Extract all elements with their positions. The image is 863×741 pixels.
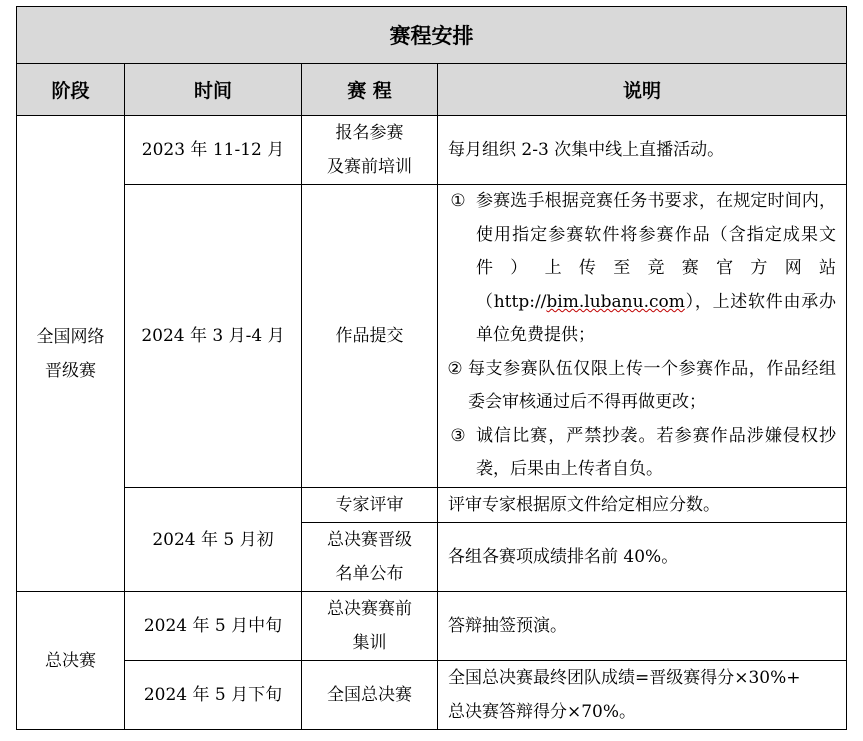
- time-cell: 2024 年 5 月下旬: [125, 661, 302, 730]
- description-cell: [438, 185, 847, 488]
- list-item: ① 参赛选手根据竞赛任务书要求，在规定时间内，使用指定参赛软件将参赛作品（含指定成果文件）上传至竞赛官方网站（http://bim.lubanu.com），上述软件由承办单位免费提供；: [444, 185, 836, 353]
- description-cell: 答辩抽签预演。: [438, 592, 847, 661]
- event-cell: 报名参赛 及赛前培训: [302, 116, 438, 185]
- website-link-text: bim.lubanu.com: [546, 291, 685, 312]
- list-item: ② 每支参赛队伍仅限上传一个参赛作品，作品经组委会审核通过后不得再做更改；: [444, 353, 836, 420]
- list-number: ③: [450, 425, 466, 446]
- list-item: ③ 诚信比赛，严禁抄袭。若参赛作品涉嫌侵权抄袭，后果由上传者自负。: [444, 420, 836, 487]
- description-cell: 各组各赛项成绩排名前 40%。: [438, 523, 847, 592]
- event-cell: 专家评审: [302, 488, 438, 523]
- stage-online: 全国网络 晋级赛: [17, 116, 125, 592]
- time-cell: 2024 年 5 月初: [125, 488, 302, 592]
- description-cell: 全国总决赛最终团队成绩=晋级赛得分×30%+ 总决赛答辩得分×70%。: [438, 661, 847, 730]
- header-event: 赛 程: [302, 64, 438, 116]
- table-title: 赛程安排: [17, 7, 847, 64]
- event-cell: 总决赛晋级 名单公布: [302, 523, 438, 592]
- list-number: ②: [447, 358, 463, 379]
- description-cell: 每月组织 2-3 次集中线上直播活动。: [438, 116, 847, 185]
- event-cell: 全国总决赛: [302, 661, 438, 730]
- header-description: 说明: [438, 64, 847, 116]
- header-time: 时间: [125, 64, 302, 116]
- stage-final: 总决赛: [17, 592, 125, 730]
- event-cell: 总决赛赛前 集训: [302, 592, 438, 661]
- description-cell: 评审专家根据原文件给定相应分数。: [438, 488, 847, 523]
- list-number: ①: [450, 191, 466, 212]
- header-stage: 阶段: [17, 64, 125, 116]
- time-cell: 2023 年 11-12 月: [125, 116, 302, 185]
- time-cell: 2024 年 5 月中旬: [125, 592, 302, 661]
- time-cell: 2024 年 3 月-4 月: [125, 185, 302, 488]
- schedule-table: [16, 6, 847, 730]
- event-cell: 作品提交: [302, 185, 438, 488]
